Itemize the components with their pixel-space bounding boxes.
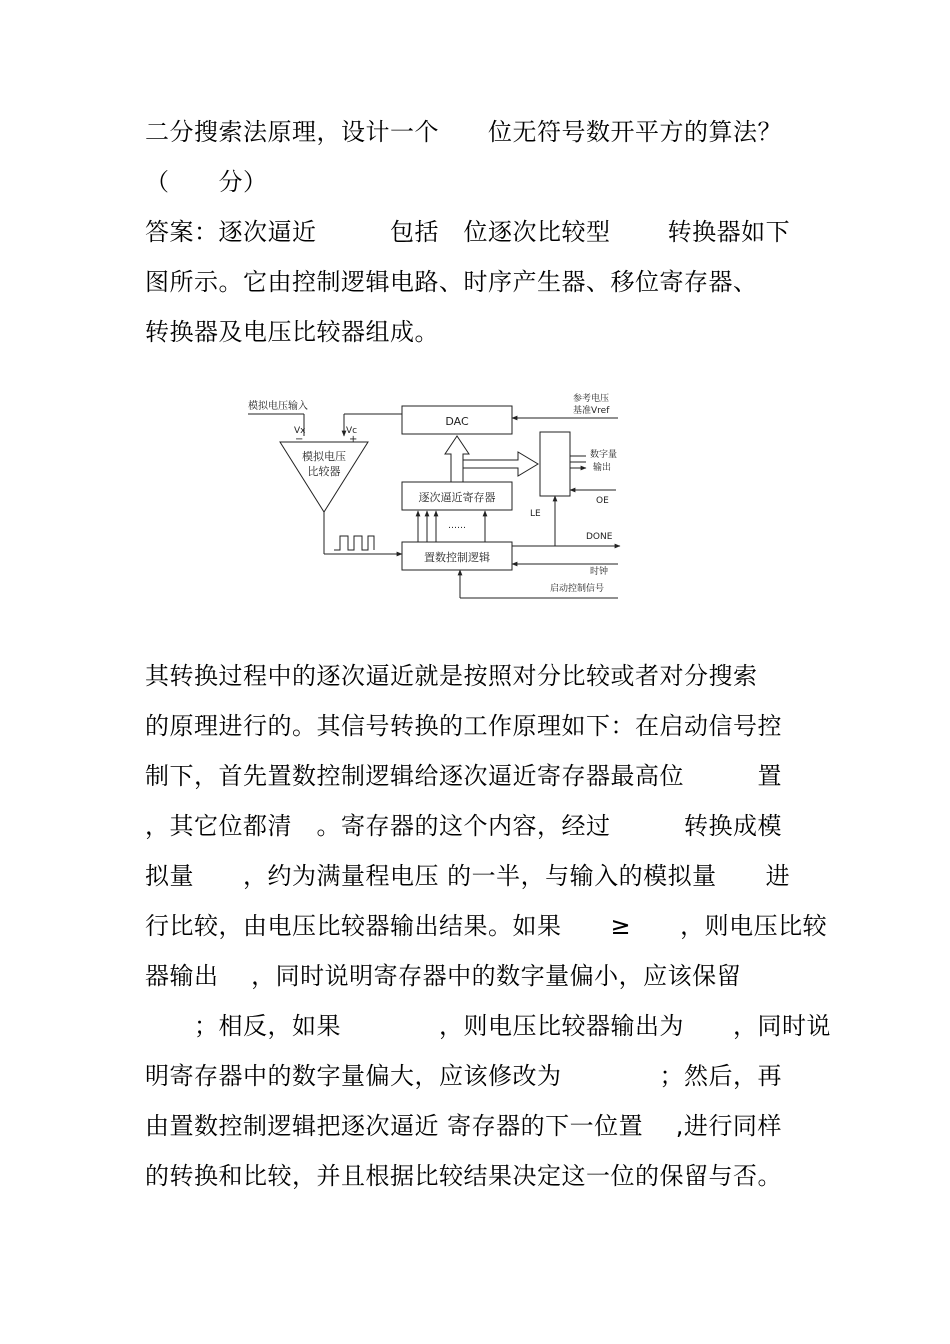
question-line-2: （ 分） [145, 168, 268, 196]
comparator-label-1: 模拟电压 [302, 450, 346, 463]
ref-label-1: 参考电压 [573, 394, 610, 404]
vc-label: Vc [346, 426, 358, 436]
question-line-1: 二分搜索法原理，设计一个 位无符号数开平方的算法？ [145, 118, 782, 146]
body-line-7: 器输出 ，同时说明寄存器中的数字量偏小，应该保留 [145, 962, 742, 990]
answer-line-3: 转换器及电压比较器组成。 [145, 318, 439, 346]
bit-dots: …… [448, 521, 466, 531]
analog-input-label: 模拟电压输入 [248, 401, 308, 412]
sar-to-latch-arrow [463, 452, 538, 476]
digital-out-label-2: 输出 [593, 463, 612, 473]
body-line-8: ；相反，如果 ，则电压比较器输出为 ，同时说 [145, 1012, 831, 1040]
control-logic-label: 置数控制逻辑 [424, 551, 490, 564]
body-line-11: 的转换和比较，并且根据比较结果决定这一位的保留与否。 [145, 1162, 782, 1190]
sar-label: 逐次逼近寄存器 [418, 491, 496, 504]
clock-label: 时钟 [590, 567, 609, 577]
ref-label-2: 基准Vref [573, 406, 610, 416]
body-line-3: 制下，首先置数控制逻辑给逐次逼近寄存器最高位 置 [145, 762, 782, 790]
pulse-waveform [334, 536, 374, 550]
minus-label: − [295, 434, 304, 445]
body-line-4: ，其它位都清 。寄存器的这个内容，经过 转换成模 [145, 812, 782, 840]
le-label: LE [530, 509, 541, 519]
body-line-9: 明寄存器中的数字量偏大，应该修改为 ；然后，再 [145, 1062, 782, 1090]
body-line-1: 其转换过程中的逐次逼近就是按照对分比较或者对分搜索 [145, 662, 758, 690]
oe-label: OE [596, 496, 609, 506]
body-line-6: 行比较，由电压比较器输出结果。如果 ≥ ，则电压比较 [145, 912, 828, 940]
body-line-2: 的原理进行的。其信号转换的工作原理如下：在启动信号控 [145, 712, 782, 740]
body-line-10: 由置数控制逻辑把逐次逼近 寄存器的下一位置 ,进行同样 [145, 1112, 782, 1140]
dac-label: DAC [445, 415, 469, 428]
body-line-5: 拟量 ，约为满量程电压 的一半，与输入的模拟量 进 [145, 862, 791, 890]
answer-line-1: 答案：逐次逼近 包括 位逐次比较型 转换器如下 [145, 218, 791, 246]
sar-to-dac-arrow [445, 436, 469, 482]
comparator-label-2: 比较器 [307, 465, 341, 478]
start-label: 启动控制信号 [550, 584, 605, 594]
output-latch-box [540, 432, 570, 496]
done-label: DONE [586, 532, 613, 542]
answer-line-2: 图所示。它由控制逻辑电路、时序产生器、移位寄存器、 [145, 268, 758, 296]
sar-adc-block-diagram [238, 384, 648, 606]
plus-label: + [349, 434, 358, 445]
digital-out-label-1: 数字量 [590, 450, 618, 460]
vx-label: Vx [294, 426, 306, 436]
